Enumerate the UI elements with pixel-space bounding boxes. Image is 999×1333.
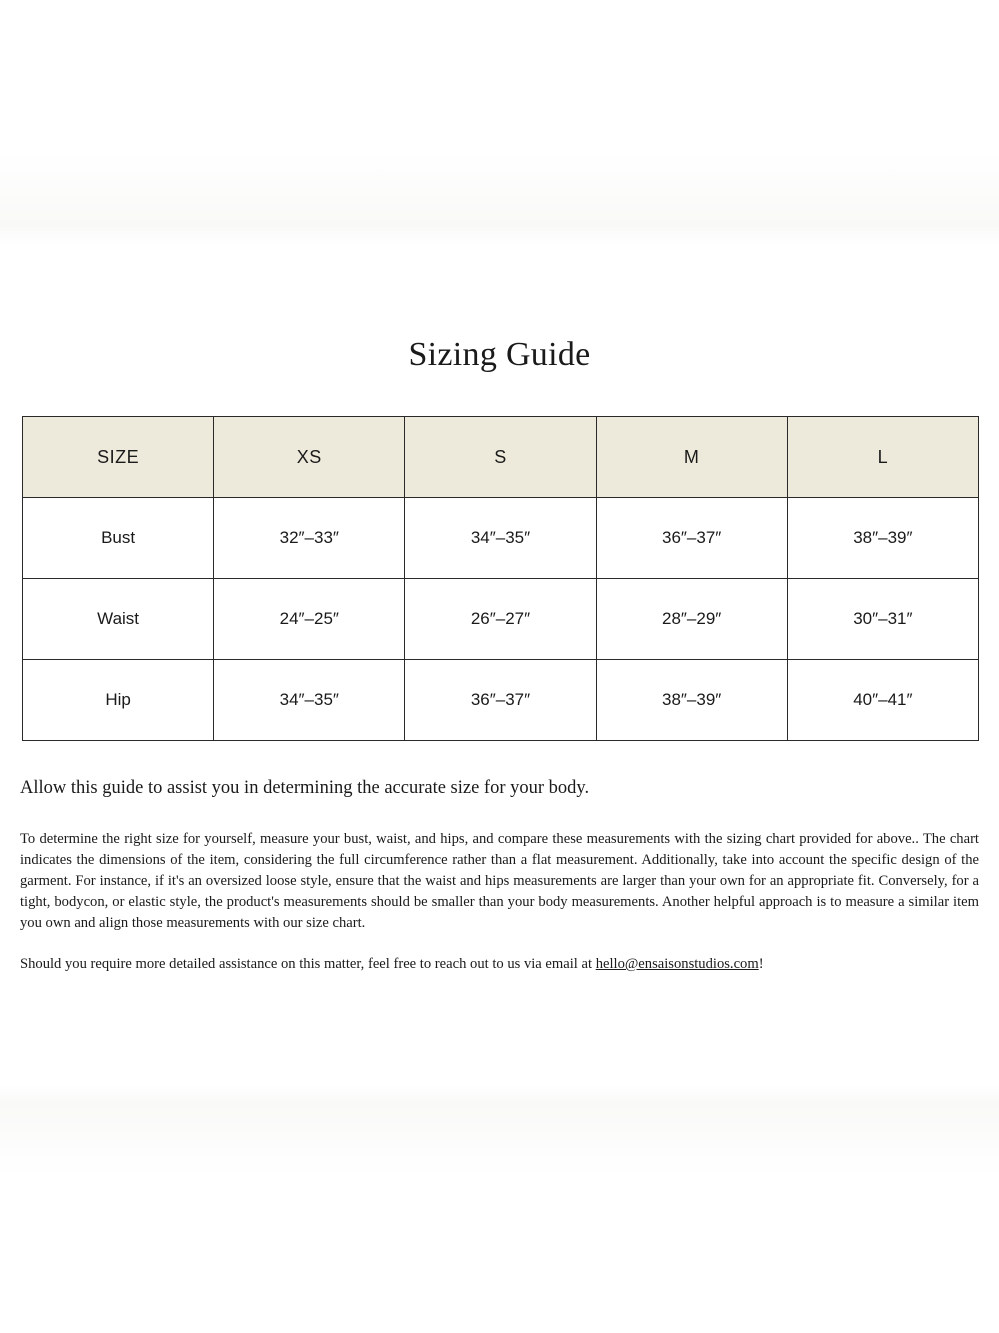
table-cell: 38″–39″ [787,498,978,579]
table-cell: 28″–29″ [596,579,787,660]
table-row-waist [23,579,979,660]
header-cell-xs: XS [214,417,405,498]
row-label-hip: Hip [23,660,214,741]
row-label-waist: Waist [23,579,214,660]
table-header-row [23,417,979,498]
table-cell: 36″–37″ [596,498,787,579]
contact-paragraph [20,954,979,975]
table-cell: 34″–35″ [214,660,405,741]
bottom-shade [0,1085,999,1175]
table-cell: 32″–33″ [214,498,405,579]
page-title: Sizing Guide [408,336,591,373]
table-cell: 26″–27″ [405,579,596,660]
row-label-bust: Bust [23,498,214,579]
table-cell: 36″–37″ [405,660,596,741]
table-cell: 30″–31″ [787,579,978,660]
table-cell: 34″–35″ [405,498,596,579]
table-cell: 38″–39″ [596,660,787,741]
table-cell: 40″–41″ [787,660,978,741]
table-row-bust [23,498,979,579]
table-row-hip [23,660,979,741]
intro-sentence: Allow this guide to assist you in determining the accurate size for your body. [20,778,590,798]
contact-suffix: ! [758,956,764,972]
top-shade [0,150,999,245]
instructions-paragraph: To determine the right size for yourself, measure your bust, waist, and hips, and compare these measurements with the sizing chart provided for above.. The chart indicates the dimensions of the item, considering the full circumference rather than a flat measurement. Additionally, take into account the specific design of the garment. For instance, if it's an oversized loose style, ensure that the waist and hips measurements are larger than your own for an appropriate fit. Conversely, for a tight, bodycon, or elastic style, the product's measurements should be smaller than your body measurements. Another helpful approach is to measure a similar item you own and align those measurements with our size chart. [20,831,979,931]
email-link[interactable]: hello@ensaisonstudios.com [595,956,759,972]
header-cell-l: L [787,417,978,498]
table-cell: 24″–25″ [214,579,405,660]
contact-prefix: Should you require more detailed assistance on this matter, feel free to reach out to us via email at [20,956,596,972]
header-cell-s: S [405,417,596,498]
size-table [22,416,979,741]
header-cell-m: M [596,417,787,498]
header-cell-size: SIZE [23,417,214,498]
